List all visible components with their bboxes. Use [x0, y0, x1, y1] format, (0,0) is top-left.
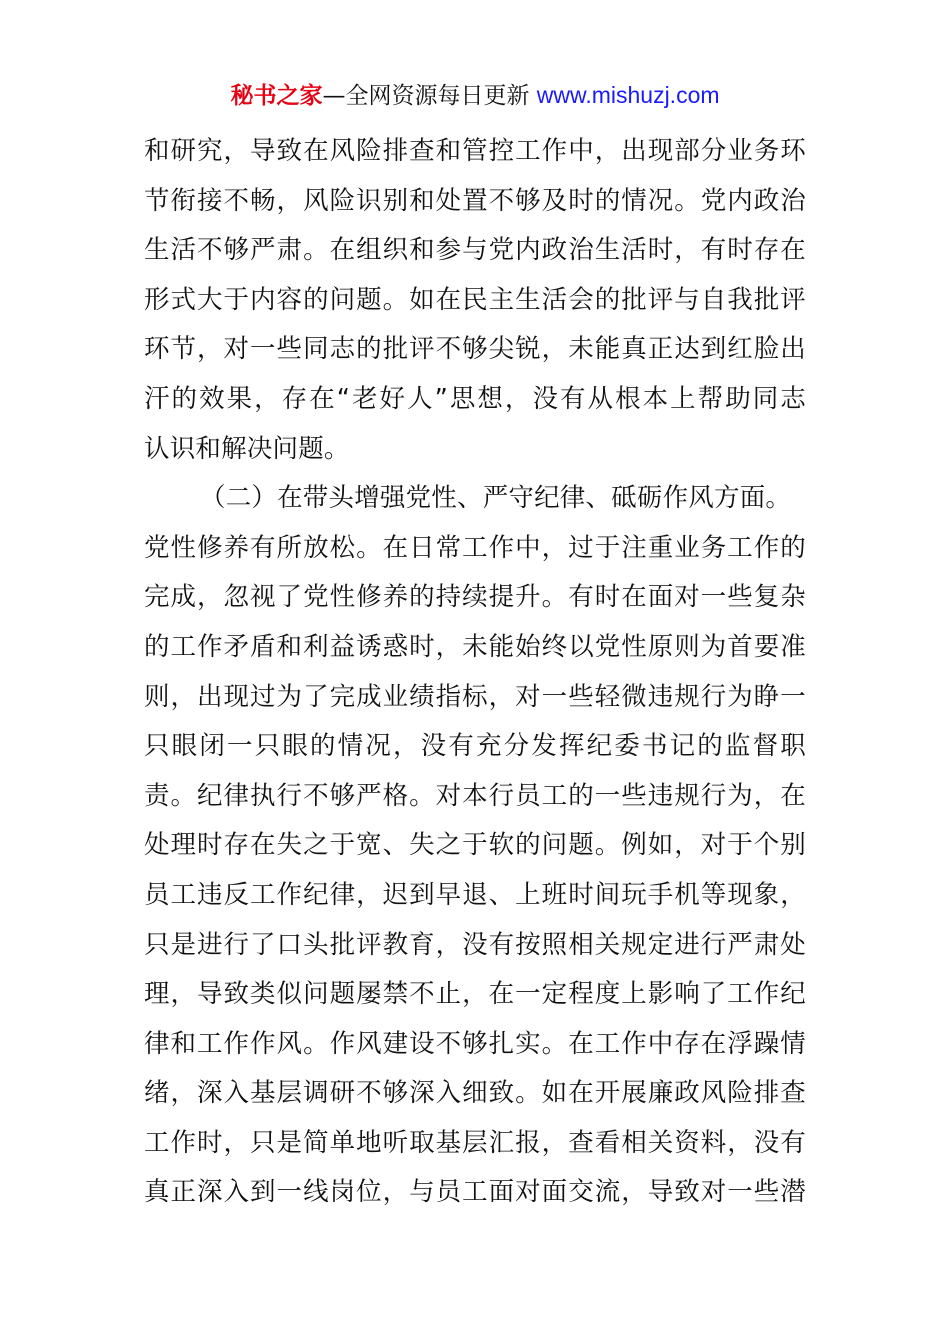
- text-line: 节衔接不畅，风险识别和处置不够及时的情况。党内政治: [144, 185, 806, 216]
- text-line: 只眼闭一只眼的情况，没有充分发挥纪委书记的监督职: [144, 731, 806, 762]
- paragraph-section-two: [144, 474, 806, 1218]
- text-line: 员工违反工作纪律，迟到早退、上班时间玩手机等现象，: [144, 879, 806, 910]
- text-line: 和研究，导致在风险排查和管控工作中，出现部分业务环: [144, 136, 806, 166]
- text-line: 则，出现过为了完成业绩指标，对一些轻微违规行为睁一: [144, 681, 806, 712]
- text-line: 工作时，只是简单地听取基层汇报，查看相关资料，没有: [144, 1127, 806, 1158]
- header-tagline: —全网资源每日更新: [322, 83, 537, 109]
- section-heading: （二）在带头增强党性、严守纪律、砥砺作风方面。: [200, 483, 792, 514]
- site-url-link[interactable]: www.mishuzj.com: [536, 82, 720, 108]
- document-body: [144, 127, 806, 1218]
- text-line: 处理时存在失之于宽、失之于软的问题。例如，对于个别: [144, 830, 806, 861]
- text-line: 责。纪律执行不够严格。对本行员工的一些违规行为，在: [144, 780, 806, 811]
- text-line: 生活不够严肃。在组织和参与党内政治生活时，有时存在: [144, 235, 806, 266]
- text-line: 只是进行了口头批评教育，没有按照相关规定进行严肃处: [144, 929, 806, 960]
- text-line: 认识和解决问题。: [144, 433, 350, 464]
- text-line: 律和工作作风。作风建设不够扎实。在工作中存在浮躁情: [144, 1028, 806, 1059]
- brand-name: 秘书之家: [230, 83, 323, 109]
- text-line: 完成，忽视了党性修养的持续提升。有时在面对一些复杂: [144, 582, 806, 613]
- text-line: 环节，对一些同志的批评不够尖锐，未能真正达到红脸出: [144, 334, 806, 365]
- site-header: [0, 80, 950, 111]
- text-line: 的工作矛盾和利益诱惑时，未能始终以党性原则为首要准: [144, 631, 806, 662]
- text-line: 党性修养有所放松。在日常工作中，过于注重业务工作的: [144, 532, 806, 563]
- paragraph-continuation: [144, 127, 806, 474]
- text-line: 绪，深入基层调研不够深入细致。如在开展廉政风险排查: [144, 1078, 806, 1109]
- text-line: 真正深入到一线岗位，与员工面对面交流，导致对一些潜: [144, 1177, 806, 1208]
- text-line: 理，导致类似问题屡禁不止，在一定程度上影响了工作纪: [144, 979, 806, 1010]
- text-line: 汗的效果，存在“老好人”思想，没有从根本上帮助同志: [144, 383, 806, 414]
- text-line: 形式大于内容的问题。如在民主生活会的批评与自我批评: [144, 284, 806, 315]
